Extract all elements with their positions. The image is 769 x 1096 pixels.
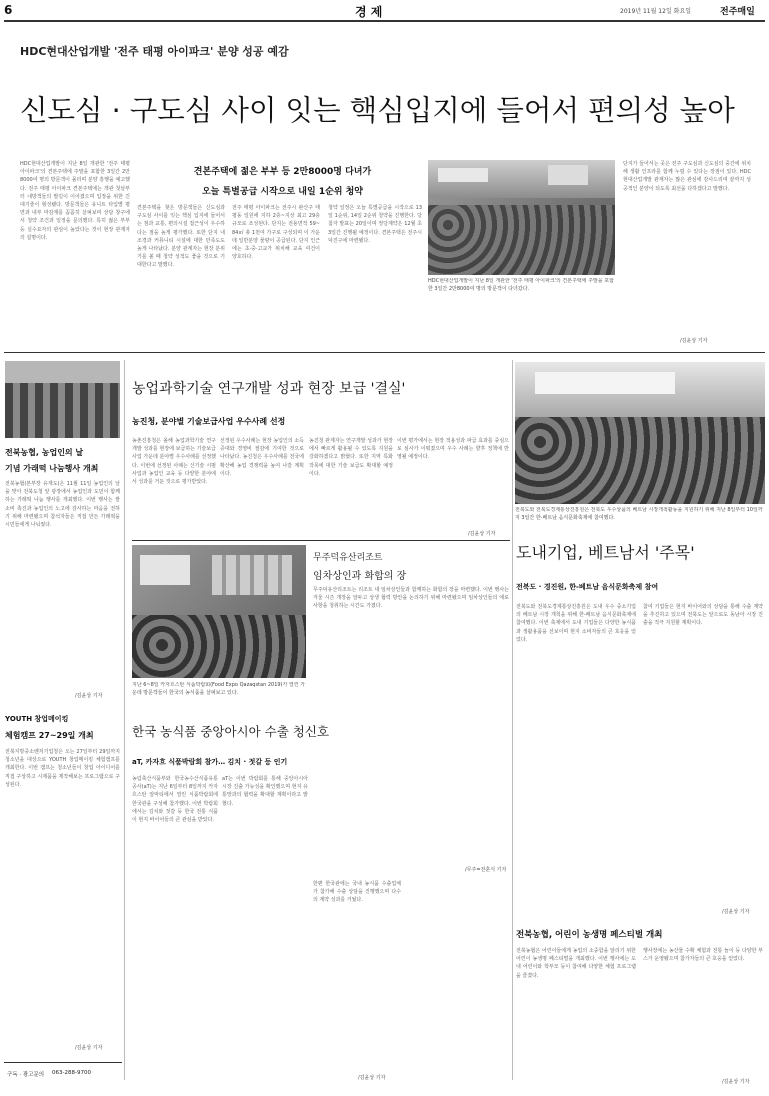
agri-rule <box>132 540 510 541</box>
youth-camp-title: YOUTH 창업메이킹 <box>5 715 69 723</box>
top-sub-2: 오늘 특별공급 시작으로 내일 1순위 청약 <box>201 187 364 197</box>
top-col-1: HDC현대산업개발이 지난 8일 개관한 '전주 태평 아이파크'의 견본주택에 주말을 포함한 3일간 2만8000여 명의 방문객이 몰리며 분양 흥행을 예고했다. 전주 태평 아이파크 견본주택에는 개관 첫날부터 내방객들의 발길이 이어졌으며 입장을 위한 긴 대기줄이 형성됐다. 방문객들은 유니트 타입별 평면과 내부 마감재를 꼼꼼히 살펴보며 상담 창구에서 청약 조건과 일정을 문의했다. 특히 젊은 부부 등 실수요자의 관심이 높았다는 것이 현장 관계자의 설명이다. <box>20 161 130 241</box>
agri-col-2: 선정된 우수사례는 현장 농업인의 소득 증대와 경영비 절감에 기여한 것으로 나타났다. 농진청은 우수사례를 전국에 확산해 농업 경쟁력을 높여 나갈 계획이다. <box>220 438 304 477</box>
festival-byline: /김윤상 기자 <box>722 1079 750 1085</box>
agri-col-3: 농진청 관계자는 연구개발 성과가 현장에서 빠르게 활용될 수 있도록 지원을 강화하겠다고 밝혔다. 또한 지역 특화 작목에 대한 기술 보급도 확대할 예정이다. <box>309 438 393 477</box>
top-story-rule <box>4 352 765 353</box>
youth-camp-byline: /김윤상 기자 <box>75 1045 103 1051</box>
festival-col-2: 행사장에는 농산물 수확 체험과 전통 놀이 등 다양한 부스가 운영됐으며 참가자들의 큰 호응을 얻었다. <box>643 948 763 963</box>
header-rule <box>4 20 765 22</box>
rice-cake-subtitle: 기념 가래떡 나눔행사 개최 <box>5 464 99 473</box>
kazakh-byline: /김윤상 기자 <box>358 1075 386 1081</box>
vietnam-col-2: 참여 기업들은 현지 바이어와의 상담을 통해 수출 계약을 추진하고 있으며 전북도는 앞으로도 동남아 시장 진출을 적극 지원할 계획이다. <box>643 604 763 627</box>
expo-caption: 지난 6~8일 카자흐스탄 식품박람회(Food Expo Qazaqstan 2019)가 열린 가운데 방문객들이 한국의 농식품을 살펴보고 있다. <box>132 682 306 696</box>
resort-body: 무주덕유산리조트는 리조트 내 임차상인들과 함께하는 화합의 장을 마련했다. 이번 행사는 겨울 시즌 개장을 앞두고 상생 협력 방안을 논의하기 위해 마련됐으며 임차상인들의 애로사항을 청취하는 시간도 가졌다. <box>313 587 509 610</box>
top-col-4: 청약 일정은 오늘 특별공급을 시작으로 13일 1순위, 14일 2순위 청약을 진행한다. 당첨자 발표는 20일이며 정당계약은 12월 초 3일간 진행될 예정이다. 견본주택은 전주시 덕진구에 마련됐다. <box>328 205 422 244</box>
vietnam-byline: /김윤상 기자 <box>722 909 750 915</box>
model-house-photo <box>428 160 615 275</box>
top-byline: /김윤상 기자 <box>680 338 708 344</box>
top-col-5: 단지가 들어서는 곳은 전주 구도심과 신도심의 중간에 위치해 생활 인프라를 함께 누릴 수 있다는 장점이 있다. HDC현대산업개발 관계자는 많은 관심에 감사드리며 끝까지 성공적인 분양이 되도록 최선을 다하겠다고 말했다. <box>623 161 751 192</box>
agri-sub: 농진청, 분야별 기술보급사업 우수사례 선정 <box>132 417 286 426</box>
resort-subtitle: 임차상인과 화합의 장 <box>313 571 407 582</box>
festival-title: 전북농협, 어린이 농생명 페스티벌 개최 <box>516 930 663 940</box>
vietnam-headline: 도내기업, 베트남서 '주목' <box>516 543 695 562</box>
resort-byline: /무주=전훈식 기자 <box>465 867 507 873</box>
left-footer-rule <box>4 1062 122 1063</box>
top-headline: 신도심 · 구도심 사이 잇는 핵심입지에 들어서 편의성 높아 <box>20 94 735 127</box>
top-kicker: HDC현대산업개발 '전주 태평 아이파크' 분양 성공 예감 <box>20 45 289 58</box>
festival-booth-caption: 전북도와 전북도경제통상진흥원은 전북도 우수상품의 베트남 시장개척활동을 지원하기 위해 지난 8일부터 10일까지 3일간 한-베트남 음식문화축제에 참여했다. <box>515 507 763 521</box>
subscription-phone: 063-288-9700 <box>52 1070 91 1076</box>
kazakh-headline: 한국 농식품 중앙아시아 수출 청신호 <box>132 724 330 739</box>
kazakh-sub: aT, 카자흐 식품박람회 참가… 김치 · 젓갈 등 인기 <box>132 758 288 766</box>
rice-cake-title: 전북농협, 농업인의 날 <box>5 448 84 457</box>
kazakh-col-3: 한편 한국관에는 국내 농식품 수출업체가 참가해 수출 상담을 진행했으며 다수의 계약 성과를 거뒀다. <box>313 881 401 904</box>
kazakh-col-1: 농림축산식품부와 한국농수산식품유통공사(aT)는 지난 6일부터 8일까지 카자흐스탄 알마티에서 열린 식품박람회에 한국관을 구성해 참가했다. 이번 박람회에서는 김치와 젓갈 등 한국 전통 식품이 현지 바이어들의 큰 관심을 받았다. <box>132 776 218 824</box>
rice-cake-byline: /김윤상 기자 <box>75 693 103 699</box>
kazakh-col-2: aT는 이번 박람회를 통해 중앙아시아 시장 진출 가능성을 확인했으며 현지 유통망과의 협력을 확대할 계획이라고 밝혔다. <box>222 776 308 807</box>
agri-col-4: 이번 평가에서는 현장 적용성과 파급 효과를 중심으로 심사가 이뤄졌으며 우수 사례는 향후 정책에 반영될 예정이다. <box>397 438 509 461</box>
top-sub-1: 견본주택에 젊은 부부 등 2만8000명 다녀가 <box>193 167 372 177</box>
festival-booth-photo <box>515 362 765 504</box>
rice-cake-photo <box>5 361 120 438</box>
top-col-2: 견본주택을 찾은 방문객들은 신도심과 구도심 사이를 잇는 핵심 입지에 들어서는 점과 교통, 편의시설 접근성이 우수하다는 점을 높게 평가했다. 또한 단지 내 조경과 커뮤니티 시설에 대한 만족도도 높게 나타났다. 분양 관계자는 현장 분위기를 볼 때 청약 성적도 좋을 것으로 기대한다고 말했다. <box>137 205 225 269</box>
vietnam-sub: 전북도 · 경진원, 한-베트남 음식문화축제 참여 <box>516 583 659 591</box>
agri-byline: /김윤상 기자 <box>468 531 496 537</box>
center-divider <box>512 360 513 1080</box>
expo-photo <box>132 545 306 678</box>
rice-cake-body: 전북농협(본부장 유재도)은 11월 11일 농업인의 날을 맞아 전북도청 앞 광장에서 농업인과 도민이 함께하는 가래떡 나눔 행사를 개최했다. 이번 행사는 쌀 소비 촉진과 농업인의 노고에 감사하는 마음을 전하기 위해 마련됐으며 참석자들은 직접 만든 가래떡을 시민들에게 나눠줬다. <box>5 481 120 529</box>
agri-col-1: 농촌진흥청은 올해 농업과학기술 연구개발 성과를 현장에 보급하는 기술보급사업 가운데 분야별 우수사례를 선정했다. 이번에 선정된 사례는 신기술 시범사업과 농업인 교육 등 다양한 분야에서 성과를 거둔 것으로 평가받았다. <box>132 438 216 486</box>
agri-headline: 농업과학기술 연구개발 성과 현장 보급 '결실' <box>132 381 406 397</box>
section-title: 경 제 <box>355 5 383 19</box>
subscription-label: 구독 · 광고문의 <box>7 1072 45 1078</box>
top-col-3: 전주 태평 아이파크는 전주시 완산구 태평동 일원에 지하 2층~지상 최고 29층 규모로 조성된다. 단지는 전용면적 59~84㎡ 총 1천여 가구로 구성되며 이 가운데 일반분양 물량이 공급된다. 단지 인근에는 초·중·고교가 위치해 교육 여건이 양호하다. <box>232 205 320 261</box>
model-house-caption: HDC현대산업개발이 지난 8일 개관한 '전주 태평 아이파크'의 견본주택에 주말을 포함한 3일간 2만8000여 명의 방문객이 다녀갔다. <box>428 278 614 292</box>
festival-col-1: 전북농협은 어린이들에게 농업의 소중함을 알리기 위한 어린이 농생명 페스티벌을 개최했다. 이번 행사에는 도내 어린이와 학부모 등이 참여해 다양한 체험 프로그램을 즐겼다. <box>516 948 636 979</box>
paper-name: 전주매일 <box>720 7 755 17</box>
page-number: 6 <box>4 3 13 17</box>
issue-date: 2019년 11월 12일 화요일 <box>620 8 692 15</box>
youth-camp-body: 전북지방중소벤처기업청은 오는 27일부터 29일까지 청소년을 대상으로 YOUTH 창업메이킹 체험캠프를 개최한다. 이번 캠프는 청소년들이 창업 아이디어를 직접 구상하고 시제품을 제작해보는 프로그램으로 구성된다. <box>5 749 120 788</box>
left-column-divider <box>124 360 125 1080</box>
vietnam-col-1: 전북도와 전북도경제통상진흥원은 도내 우수 중소기업의 베트남 시장 개척을 위해 한-베트남 음식문화축제에 참여했다. 이번 축제에서 도내 기업들은 다양한 농식품과 생활용품을 선보이며 현지 소비자들의 큰 호응을 얻었다. <box>516 604 636 643</box>
youth-camp-subtitle: 체험캠프 27~29일 개최 <box>5 731 94 740</box>
resort-title: 무주덕유산리조트 <box>313 553 383 563</box>
